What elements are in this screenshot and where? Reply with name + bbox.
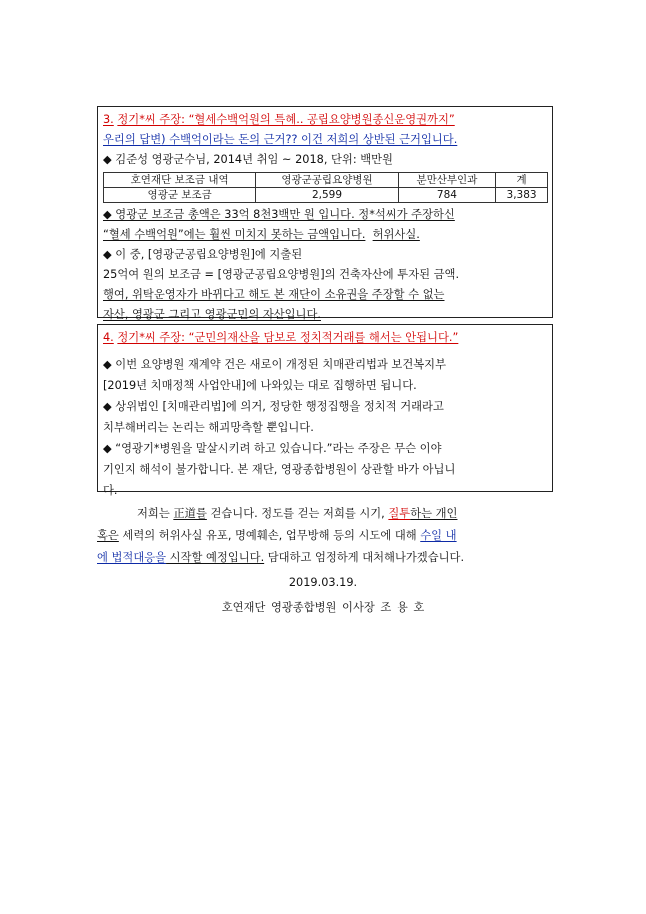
document-date: 2019.03.19.	[288, 576, 358, 589]
closing-paragraph	[97, 503, 557, 569]
body-line: ◆ 영광군 보조금 총액은 33억 8천3백만 원 입니다. 정*석씨가 주장하신	[103, 208, 455, 221]
table-cell: 3,383	[496, 188, 548, 203]
subsidy-table	[103, 172, 548, 203]
table-cell: 영광군 보조금	[104, 188, 256, 203]
claim-3-heading	[103, 110, 547, 130]
claim-3-box	[97, 106, 553, 321]
false-fact-text: 허위사실.	[372, 228, 420, 241]
closing-text: 수일 내	[420, 529, 457, 542]
body-line: ◆ 상위법인 [치매관리법]에 의거, 정당한 행정집행을 정치적 거래라고	[103, 400, 444, 413]
table-header: 영광군공립요양병원	[256, 173, 398, 188]
table-header: 분만산부인과	[398, 173, 495, 188]
body-line: ◆ 이 중, [영광군공립요양병원]에 지출된	[103, 248, 303, 261]
closing-line	[97, 525, 557, 547]
table-header: 계	[496, 173, 548, 188]
claim-4-heading	[103, 328, 547, 348]
closing-text: 질투	[388, 507, 411, 520]
closing-text: 혹은	[97, 529, 119, 542]
closing-line	[97, 547, 557, 569]
body-text: “혈세 수백억원”에는 훨씬 미치지 못하는 금액입니다.	[103, 228, 366, 241]
heading-text: 정기*씨 주장: “군민의재산을 담보로 정치적거래를 해서는 안됩니다.”	[117, 331, 459, 344]
body-line: 다.	[103, 484, 118, 497]
closing-text: 하는 개인	[410, 507, 458, 520]
table-header-row	[104, 173, 548, 188]
answer-line: 우리의 답변) 수백억이라는 돈의 근거?? 이건 저희의 상반된 근거입니다.	[103, 133, 458, 146]
heading-text: 정기*씨 주장: “혈세수백억원의 특혜.. 공립요양병원종신운영권까지”	[117, 113, 455, 126]
body-line: ◆ “영광기*병원을 말살시키려 하고 있습니다.”라는 주장은 무슨 이야	[103, 442, 442, 455]
table-cell: 2,599	[256, 188, 398, 203]
heading-number: 4.	[103, 331, 114, 344]
closing-text: 세력의 허위사실 유포, 명예훼손, 업무방해 등의 시도에 대해	[118, 529, 421, 542]
closing-text: 걷습니다. 정도를 걷는 저희를 시기,	[206, 507, 389, 520]
table-cell: 784	[398, 188, 495, 203]
closing-text: 담대하고 엄정하게 대처해나가겠습니다.	[264, 551, 465, 564]
body-line: ◆ 이번 요양병원 재계약 건은 새로이 개정된 치매관리법과 보건복지부	[103, 358, 446, 371]
body-line: 자산, 영광군 그리고 영광군민의 자산입니다.	[103, 308, 321, 321]
bullet-line: ◆ 김준성 영광군수님, 2014년 취임 ~ 2018, 단위: 백만원	[103, 153, 393, 166]
closing-line	[97, 503, 557, 525]
claim-4-body	[103, 354, 547, 501]
table-row	[104, 188, 548, 203]
body-line: 기인지 해석이 불가합니다. 본 재단, 영광종합병원이 상관할 바가 아닙니	[103, 463, 456, 476]
body-line: 행여, 위탁운영자가 바뀌다고 해도 본 재단이 소유권을 주장할 수 없는	[103, 288, 445, 301]
signature-line: 호연재단 영광종합병원 이사장 조 용 호	[221, 601, 425, 614]
body-line: [2019년 치매정책 사업안내]에 나와있는 대로 집행하면 됩니다.	[103, 379, 417, 392]
table-header: 호연재단 보조금 내역	[104, 173, 256, 188]
heading-number: 3.	[103, 113, 114, 126]
body-line: 치부해버리는 논리는 해괴망측할 뿐입니다.	[103, 421, 314, 434]
closing-text: 에 법적대응을	[97, 551, 167, 564]
body-line	[103, 225, 547, 245]
closing-text: 正道를	[173, 507, 207, 520]
body-line: 25억여 원의 보조금 = [영광군공립요양병원]의 건축자산에 투자된 금액.	[103, 268, 460, 281]
claim-4-box	[97, 324, 553, 497]
closing-text: 저희는	[137, 507, 174, 520]
closing-text: 시작할 예정입니다.	[166, 551, 265, 564]
